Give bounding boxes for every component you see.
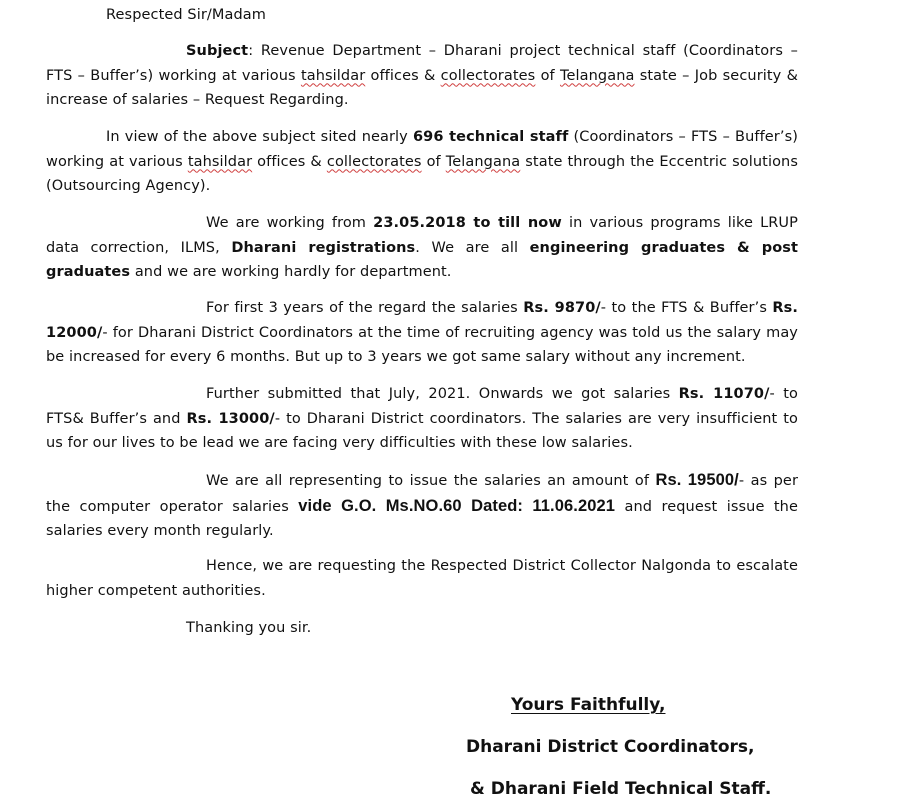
para-bold: Rs. 12000/ <box>46 300 798 341</box>
para-text: - as per the computer operator salaries <box>46 473 798 515</box>
paragraph-staff <box>46 125 798 199</box>
subject-paragraph <box>46 39 798 113</box>
closing-yours-faithfully: Yours Faithfully, <box>511 695 666 715</box>
para-bold: engineering graduates & post graduates <box>46 239 799 280</box>
subject-label: Subject <box>186 43 249 59</box>
para-text: in various programs like LRUP data correction, ILMS, <box>46 215 798 256</box>
subject-text-3: of <box>535 67 560 84</box>
go-reference: vide G.O. Ms.NO.60 Dated: 11.06.2021 <box>298 496 616 515</box>
para-text: and request issue the salaries every month regularly. <box>46 498 798 539</box>
spell-flagged-word: collectorates <box>440 67 536 84</box>
para-text: (Coordinators – FTS – Buffer’s) working at various <box>46 129 798 170</box>
para-text: We are working from <box>206 215 374 231</box>
para-bold: Rs. 11070/ <box>678 386 770 402</box>
para-text: . We are all <box>415 239 530 256</box>
salutation: Respected Sir/Madam <box>106 7 267 23</box>
spell-flagged-word: collectorates <box>326 153 422 170</box>
para-text: - to Dharani District coordinators. The salaries are very insufficient to us for our lives to be lead we are facing very difficulties with these low salaries. <box>46 410 798 451</box>
paragraph-working <box>46 211 798 285</box>
para-text: of <box>421 153 446 170</box>
spell-flagged-word: Telangana <box>445 153 521 170</box>
para-text: In view of the above subject sited nearly <box>106 129 413 145</box>
para-text: For first 3 years of the regard the salaries <box>206 300 524 316</box>
para-bold: 696 technical staff <box>412 129 569 145</box>
subject-text-4: state – Job security & increase of salaries – Request Regarding. <box>46 67 798 108</box>
para-text: Further submitted that July, 2021. Onwards we got salaries <box>206 386 679 402</box>
para-text: We are all representing to issue the salaries an amount of <box>206 473 656 489</box>
subject-colon: : <box>248 43 254 59</box>
thanks-line: Thanking you sir. <box>186 620 312 636</box>
para-text: and we are working hardly for department. <box>130 264 452 280</box>
paragraph-escalate: Hence, we are requesting the Respected District Collector Nalgonda to escalate higher competent authorities. <box>46 558 798 599</box>
spell-flagged-word: tahsildar <box>300 67 366 84</box>
para-bold: Rs. 19500/ <box>655 471 739 489</box>
para-bold: Dharani registrations <box>231 239 416 256</box>
spell-flagged-word: Telangana <box>559 67 635 84</box>
para-bold: Rs. 9870/ <box>523 300 601 316</box>
signatory-field-staff: & Dharani Field Technical Staff. <box>470 779 772 799</box>
para-text: offices & <box>252 153 327 170</box>
signatory-coordinators: Dharani District Coordinators, <box>466 737 755 757</box>
paragraph-current-salaries <box>46 382 798 456</box>
para-text: - for Dharani District Coordinators at the time of recruiting agency was told us the salary may be increased for every 6 months. But up to 3 years we got same salary without any increment. <box>46 324 798 365</box>
para-text: - to the FTS & Buffer’s <box>600 300 773 316</box>
paragraph-request-salary <box>46 468 798 544</box>
para-bold: 23.05.2018 to till now <box>373 215 562 231</box>
spell-flagged-word: tahsildar <box>187 153 253 170</box>
para-bold: Rs. 13000/ <box>186 410 275 427</box>
paragraph-first-salaries <box>46 296 798 370</box>
para-text: state through the Eccentric solutions (Outsourcing Agency). <box>46 153 798 194</box>
para-text: - to FTS& Buffer’s and <box>46 386 798 427</box>
subject-text-1: Revenue Department – Dharani project technical staff (Coordinators – FTS – Buffer’s) working at various <box>46 43 798 84</box>
subject-text-2: offices & <box>365 67 441 84</box>
